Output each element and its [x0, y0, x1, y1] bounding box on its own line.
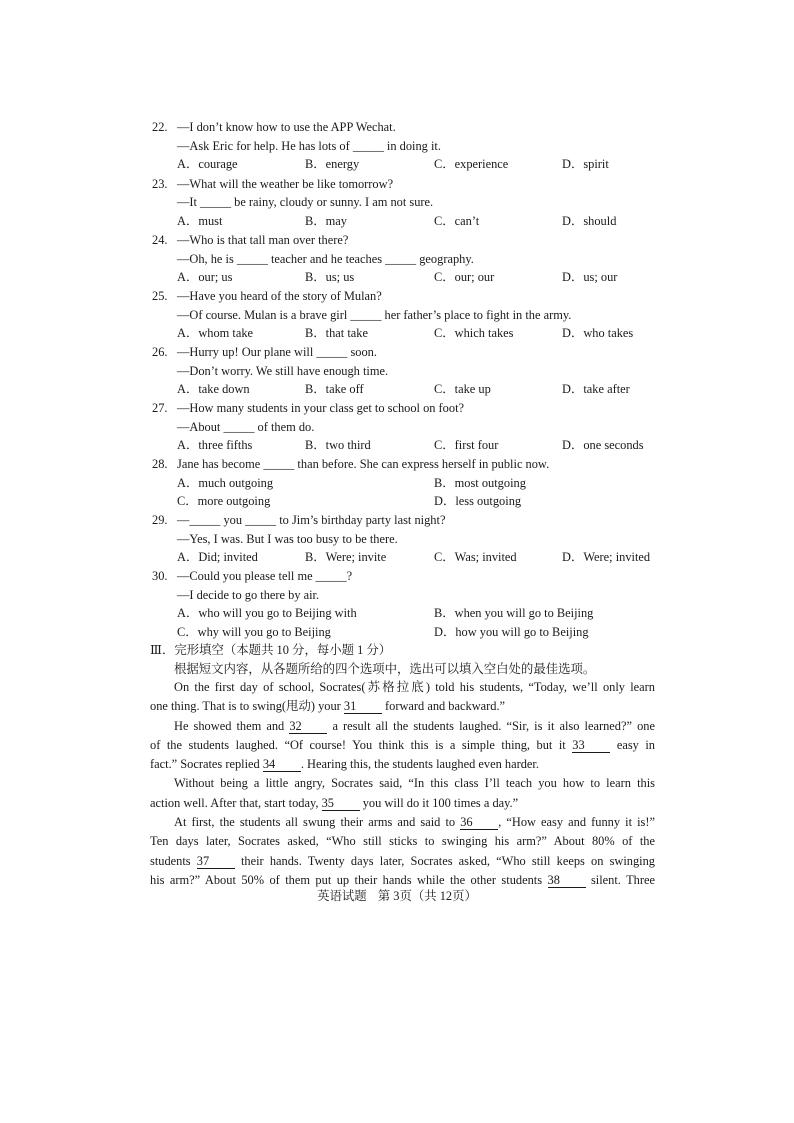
passage-line: fact.” Socrates replied 34 . Hearing this, the students laughed even harder. — [150, 757, 539, 772]
blank-36: 36 — [460, 815, 498, 830]
question-line: —Yes, I was. But I was too busy to be there. — [177, 531, 398, 546]
question-line: —I don’t know how to use the APP Wechat. — [177, 120, 396, 134]
question-27 — [152, 399, 662, 455]
question-line: —About _____ of them do. — [177, 419, 315, 434]
question-number: 23. — [152, 176, 168, 191]
option-b: B．that take — [305, 326, 368, 341]
question-line: —Of course. Mulan is a brave girl _____ her father’s place to fight in the army. — [177, 307, 572, 322]
question-line: —It _____ be rainy, cloudy or sunny. I am not sure. — [177, 195, 434, 210]
question-line: —Could you please tell me _____? — [177, 569, 353, 583]
option-c: C．more outgoing — [177, 494, 271, 509]
option-c: C．experience — [434, 157, 509, 172]
option-a: A．three fifths — [177, 438, 253, 453]
option-d: D．take after — [562, 382, 630, 397]
question-number: 22. — [152, 120, 168, 134]
blank-33: 33 — [572, 738, 610, 753]
option-b: B．Were; invite — [305, 550, 387, 565]
option-a: A．who will you go to Beijing with — [177, 606, 357, 621]
question-25 — [152, 287, 662, 343]
footer-subject: 英语试题 — [317, 889, 367, 903]
page-footer — [0, 886, 794, 904]
question-29 — [152, 511, 662, 567]
question-number: 29. — [152, 513, 168, 527]
option-b: B．most outgoing — [434, 475, 526, 490]
passage-line: At first, the students all swung their arms and said to 36 , “How easy and funny it is!” — [174, 815, 655, 830]
question-number: 26. — [152, 345, 168, 359]
section-title: Ⅲ．完形填空（本题共 10 分，每小题 1 分） — [150, 643, 392, 657]
option-c: C．first four — [434, 438, 499, 453]
question-number: 24. — [152, 233, 168, 247]
passage-line: students 37 their hands. Twenty days later, Socrates asked, “Who still keeps on swinging — [150, 853, 655, 868]
option-c: C．why will you go to Beijing — [177, 625, 331, 640]
section-instruction: 根据短文内容，从各题所给的四个选项中，选出可以填入空白处的最佳选项。 — [174, 661, 596, 676]
question-28 — [152, 455, 662, 511]
option-a: A．courage — [177, 157, 238, 172]
question-line: —Don’t worry. We still have enough time. — [177, 363, 389, 378]
option-a: A．must — [177, 213, 223, 228]
option-d: D．should — [562, 213, 617, 228]
option-d: D．how you will go to Beijing — [434, 625, 589, 640]
blank-35: 35 — [322, 796, 360, 811]
option-c: C．our; our — [434, 270, 495, 285]
option-c: C．which takes — [434, 326, 514, 341]
question-line: —I decide to go there by air. — [177, 587, 320, 602]
blank-34: 34 — [263, 757, 301, 772]
cloze-section-header — [150, 641, 655, 678]
passage-line: On the first day of school, Socrates(苏格拉底) told his students, “Today, we’ll only learn — [174, 680, 655, 694]
footer-page-number: 第 3页（共 12页） — [377, 889, 477, 903]
question-26 — [152, 343, 662, 399]
passage-line: one thing. That is to swing(甩动) your 31 forward and backward.” — [150, 699, 506, 714]
blank-32: 32 — [289, 719, 327, 734]
passage-line: his arm?” About 50% of them put up their hands while the other students 38 silent. Three — [150, 872, 655, 887]
question-line: —Have you heard of the story of Mulan? — [177, 289, 382, 303]
blank-38: 38 — [548, 873, 586, 888]
question-30 — [152, 567, 662, 642]
question-23 — [152, 175, 662, 231]
question-line: —_____ you _____ to Jim’s birthday party last night? — [177, 513, 446, 527]
question-number: 28. — [152, 457, 168, 471]
question-line: —Ask Eric for help. He has lots of _____ in doing it. — [177, 138, 441, 153]
question-line: —How many students in your class get to school on foot? — [177, 401, 465, 415]
question-line: —What will the weather be like tomorrow? — [177, 176, 394, 191]
option-b: B．us; us — [305, 270, 355, 285]
question-22 — [152, 118, 662, 174]
cloze-passage — [150, 678, 655, 890]
option-d: D．Were; invited — [562, 550, 651, 565]
option-c: C．can’t — [434, 213, 480, 228]
question-number: 25. — [152, 289, 168, 303]
option-c: C．Was; invited — [434, 550, 517, 565]
question-line: Jane has become _____ than before. She can express herself in public now. — [177, 457, 550, 471]
option-a: A．much outgoing — [177, 475, 274, 490]
question-24 — [152, 231, 662, 287]
passage-line: action well. After that, start today, 35 you will do it 100 times a day.” — [150, 795, 519, 810]
option-a: A．our; us — [177, 270, 233, 285]
passage-line: He showed them and 32 a result all the students laughed. “Sir, is it also learned?” one — [174, 718, 655, 733]
option-d: D．spirit — [562, 157, 609, 172]
blank-31: 31 — [344, 699, 382, 714]
question-line: —Hurry up! Our plane will _____ soon. — [177, 345, 377, 359]
question-line: —Who is that tall man over there? — [177, 233, 349, 247]
question-number: 27. — [152, 401, 168, 415]
option-d: D．one seconds — [562, 438, 644, 453]
option-d: D．us; our — [562, 270, 618, 285]
passage-line: of the students laughed. “Of course! You think this is a simple thing, but it 33 easy in — [150, 737, 655, 752]
option-b: B．two third — [305, 438, 371, 453]
option-a: A．whom take — [177, 326, 254, 341]
option-b: B．when you will go to Beijing — [434, 606, 594, 621]
question-number: 30. — [152, 569, 168, 583]
option-a: A．Did; invited — [177, 550, 258, 565]
question-line: —Oh, he is _____ teacher and he teaches _____ geography. — [177, 251, 474, 266]
option-b: B．take off — [305, 382, 364, 397]
passage-line: Without being a little angry, Socrates said, “In this class I’ll teach you how to learn this — [174, 776, 655, 791]
option-b: B．energy — [305, 157, 360, 172]
option-d: D．who takes — [562, 326, 634, 341]
option-a: A．take down — [177, 382, 250, 397]
blank-37: 37 — [197, 854, 235, 869]
option-b: B．may — [305, 213, 347, 228]
option-d: D．less outgoing — [434, 494, 522, 509]
passage-line: Ten days later, Socrates asked, “Who still sticks to swinging his arm?” About 80% of the — [150, 834, 655, 849]
option-c: C．take up — [434, 382, 491, 397]
